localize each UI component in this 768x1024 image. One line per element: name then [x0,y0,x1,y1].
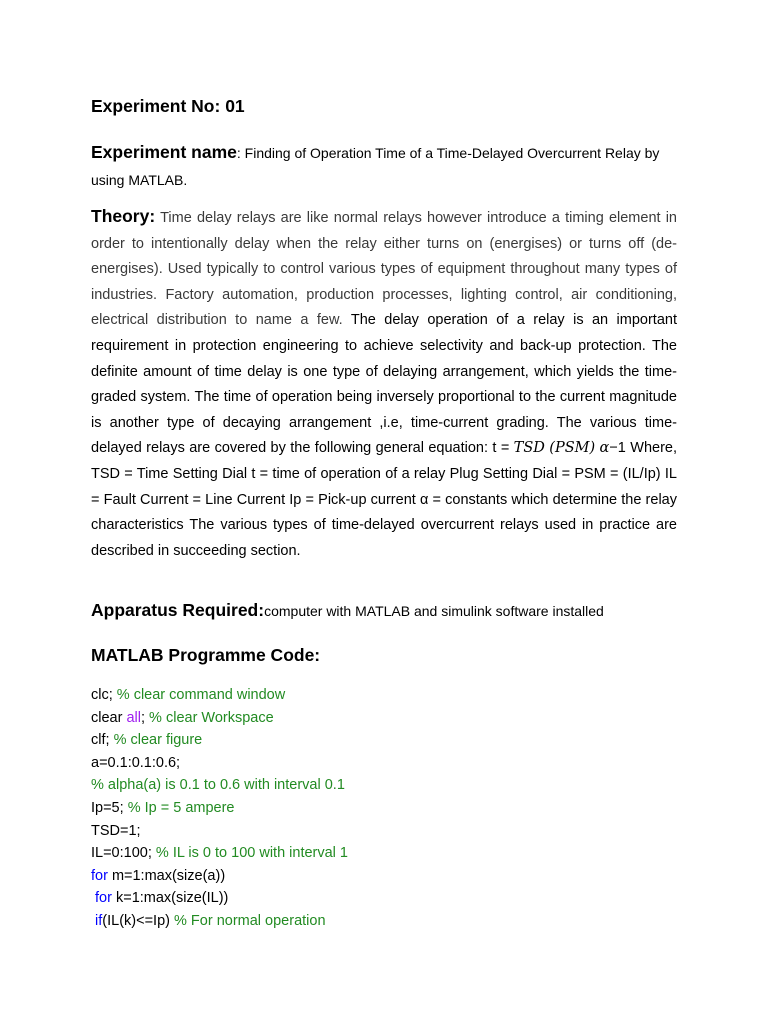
apparatus-text: computer with MATLAB and simulink software installed [264,603,604,619]
matlab-code-block [91,684,348,933]
code-line-9 [91,865,348,888]
experiment-name-heading [91,139,681,193]
code-keyword: if [95,912,103,929]
code-comment: % Ip = 5 ampere [127,799,235,816]
apparatus-heading [91,600,604,621]
code-text: k=1:max(size(IL)) [111,890,229,907]
code-comment: % For normal operation [174,912,326,929]
code-text: clf; [91,732,114,749]
code-comment: % IL is 0 to 100 with interval 1 [155,845,348,862]
code-line-8 [91,842,348,865]
code-text: TSD=1; [91,822,141,839]
code-keyword: for [91,867,108,884]
theory-text-part1: Time delay relays are like normal relays however introduce a timing element in order to intentionally delay when the relay either turns on (energises) or turns off (de-energises). Used typically to control various types of equipment throughout many types of industries. Factory automation, production processes, lighting control, air conditioning, electrical distribution to name a few. [91,210,677,329]
code-text: m=1:max(size(a)) [107,867,226,884]
code-comment: % clear figure [113,732,203,749]
code-line-5 [91,774,348,797]
code-comment: % clear command window [116,687,286,703]
experiment-number-heading: Experiment No: 01 [91,96,245,116]
code-line-3 [91,729,348,752]
code-line-10 [91,887,348,910]
code-text: a=0.1:0.1:0.6; [91,754,181,771]
code-comment: % clear Workspace [149,709,274,726]
code-line-7 [91,820,348,843]
code-line-4 [91,752,348,775]
code-text: IL=0:100; [91,845,156,862]
code-text: (IL(k)<=Ip) [102,912,174,929]
equation-alpha: α [599,440,610,457]
experiment-name-text: Finding of Operation Time of a Time-Delayed Overcurrent Relay by using MATLAB. [91,145,660,188]
code-text: clear [91,709,127,726]
code-line-11 [91,910,348,933]
code-text: ; [140,709,150,726]
theory-label: Theory [91,206,150,226]
equation-tsd: TSD [513,440,545,457]
theory-text-part3: TSD = Time Setting Dial t = time of operation of a relay Plug Setting Dial = PSM = (IL/Ip) IL = Fault Current = Line Current Ip = Pick-up current α = constants which determine the relay characteristics The various types of time-delayed overcurrent relays used in practice are described in succeeding section. [91,465,677,559]
theory-text-part2: The delay operation of a relay is an important requirement in protection engineering to achieve selectivity and back-up protection. The definite amount of time delay is one type of delaying arrangement, which yields the time-graded system. The time of operation being inversely proportional to the current magnitude is another type of decaying arrangement ,i.e, time-current grading. The various time-delayed relays are covered by the following general equation: t = [91,312,677,457]
code-comment: % alpha(a) is 0.1 to 0.6 with interval 0.1 [91,777,345,794]
code-text: clc; [91,687,117,703]
experiment-name-label: Experiment name [91,142,237,162]
equation-tail: −1 Where, [609,440,677,457]
code-keyword: for [95,890,112,907]
equation-psm: (PSM) [549,440,596,457]
code-text: Ip=5; [91,799,128,816]
theory-paragraph [91,204,677,564]
code-string: all [126,709,141,726]
apparatus-label: Apparatus Required: [91,600,265,620]
theory-colon: : [149,206,156,226]
code-line-1 [91,684,348,707]
code-title-heading: MATLAB Programme Code: [91,645,321,665]
code-line-6 [91,797,348,820]
code-line-2 [91,707,348,730]
experiment-name-colon: : [236,145,241,161]
